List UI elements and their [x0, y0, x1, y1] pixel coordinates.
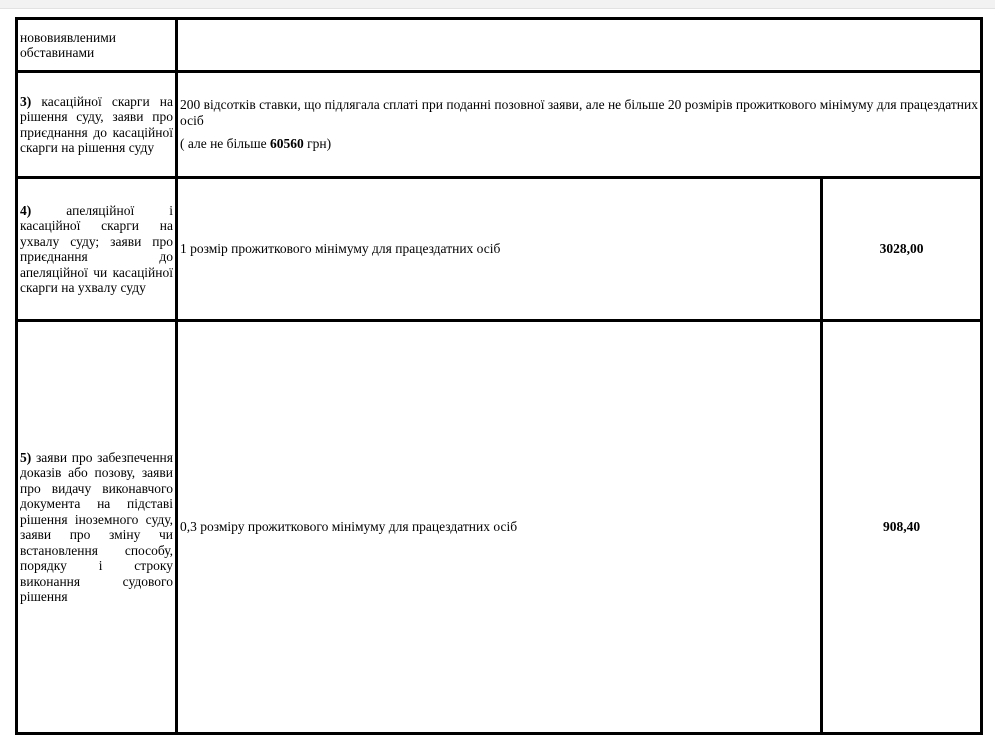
item-description: нововиявленими обставинами	[20, 29, 116, 60]
table-row	[17, 19, 982, 72]
limit-prefix: ( але не більше	[180, 136, 267, 152]
rate-cell	[177, 178, 822, 321]
court-fee-table	[15, 17, 983, 735]
rate-cell	[177, 321, 822, 734]
item-number: 4)	[20, 202, 32, 218]
limit-suffix: грн)	[307, 136, 332, 152]
item-description: касаційної скарги на рішення суду, заяви про приєднання до касаційної скарги на рішення суду	[20, 93, 173, 155]
rate-text: 0,3 розміру прожиткового мінімуму для працездатних осіб	[180, 519, 518, 535]
rate-limit	[180, 136, 978, 152]
item-description-cell	[17, 178, 177, 321]
limit-value: 60560	[269, 136, 304, 152]
amount-cell	[822, 321, 982, 734]
item-description-cell	[17, 321, 177, 734]
table-row	[17, 178, 982, 321]
item-description: заяви про забезпечення доказів або позову, заяви про видачу виконавчого документа на підставі рішення іноземного суду, заяви про зміну чи встановлення способу, порядку і строку виконання судового рішення	[20, 449, 173, 604]
amount-cell	[822, 178, 982, 321]
rate-cell	[177, 19, 982, 72]
item-number: 5)	[20, 449, 32, 465]
rate-text: 1 розмір прожиткового мінімуму для працездатних осіб	[180, 241, 501, 257]
table-row	[17, 72, 982, 178]
viewer-top-bar	[0, 0, 995, 9]
item-description-cell	[17, 19, 177, 72]
item-number: 3)	[20, 93, 32, 109]
rate-text: 200 відсотків ставки, що підлягала сплаті при поданні позовної заяви, але не більше 20 розмірів прожиткового мінімуму для працездатних осіб	[180, 97, 978, 128]
fee-amount: 3028,00	[879, 241, 924, 257]
item-description: апеляційної і касаційної скарги на ухвалу суду; заяви про приєднання до апеляційної чи касаційної скарги на ухвалу суду	[20, 202, 173, 295]
fee-amount: 908,40	[882, 519, 921, 535]
rate-cell	[177, 72, 982, 178]
table-row	[17, 321, 982, 734]
item-description-cell	[17, 72, 177, 178]
